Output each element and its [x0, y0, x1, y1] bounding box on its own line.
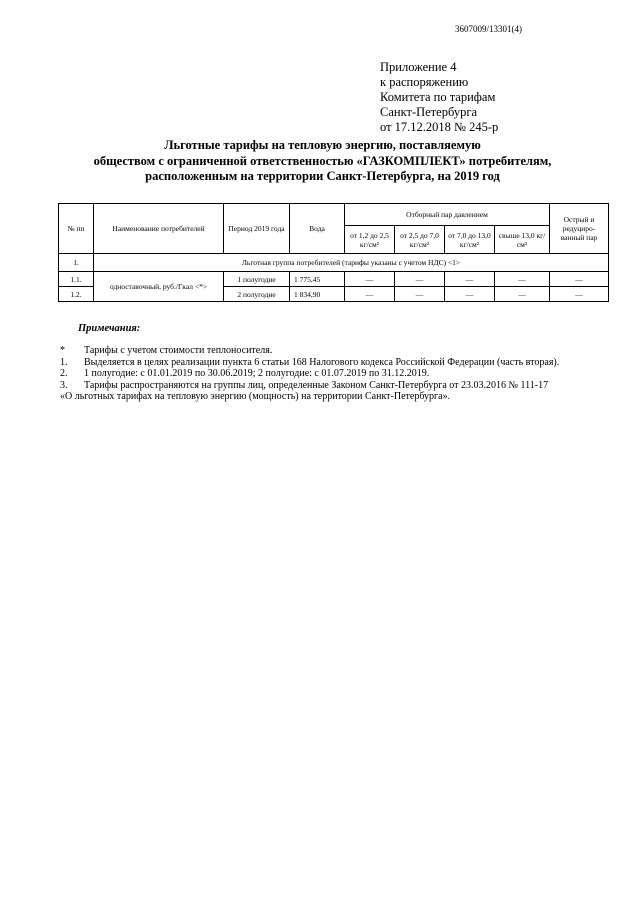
note-mark: 3.	[60, 379, 68, 391]
note-continuation: «О льготных тарифах на тепловую энергию (мощность) на территории Санкт-Петербурга».	[60, 391, 451, 402]
header-pressure-2: от 2,5 до 7,0 кг/см²	[395, 226, 445, 254]
row-num: 1.1.	[59, 272, 94, 287]
annex-header	[380, 60, 498, 135]
row-p3: —	[445, 287, 495, 302]
note-mark: *	[60, 345, 65, 356]
group-num: 1.	[59, 254, 94, 272]
note-item	[60, 345, 620, 357]
notes-title: Примечания:	[78, 323, 141, 334]
note-mark: 2.	[60, 368, 68, 379]
title-line: обществом с ограниченной ответственностью «ГАЗКОМПЛЕКТ» потребителям,	[93, 153, 552, 168]
header-period: Период 2019 года	[224, 204, 290, 254]
header-num: № пп	[59, 204, 94, 254]
annex-line: от 17.12.2018 № 245-р	[380, 120, 499, 134]
row-p4: —	[495, 287, 550, 302]
row-sharp: —	[550, 272, 609, 287]
header-sharp-steam: Острый и редуциро-ванный пар	[550, 204, 609, 254]
note-item	[60, 380, 620, 392]
header-pressure-3: от 7,0 до 13,0 кг/см²	[445, 226, 495, 254]
annex-line: Комитета по тарифам	[380, 90, 496, 104]
header-pressure-1: от 1,2 до 2,5 кг/см²	[345, 226, 395, 254]
row-p4: —	[495, 272, 550, 287]
table-row	[59, 272, 609, 287]
row-p2: —	[395, 287, 445, 302]
row-p2: —	[395, 272, 445, 287]
note-item	[60, 368, 620, 380]
title-line: Льготные тарифы на тепловую энергию, поставляемую	[164, 138, 481, 152]
header-consumer: Наименование потребителей	[94, 204, 224, 254]
note-text: Тарифы распространяются на группы лиц, определенные Законом Санкт-Петербурга от 23.03.2016 № 111-17	[84, 379, 549, 391]
row-water: 1 834,90	[290, 287, 345, 302]
tariff-table	[58, 203, 609, 302]
note-mark: 1.	[60, 356, 68, 368]
document-number: 3607009/13301(4)	[455, 24, 522, 34]
group-label: Льготная группа потребителей (тарифы указаны с учетом НДС) <1>	[94, 254, 609, 272]
row-sharp: —	[550, 287, 609, 302]
document-title	[60, 138, 585, 185]
title-line: расположенным на территории Санкт-Петербурга, на 2019 год	[145, 169, 500, 183]
row-num: 1.2.	[59, 287, 94, 302]
row-p1: —	[345, 272, 395, 287]
row-p1: —	[345, 287, 395, 302]
header-steam: Отборный пар давлением	[345, 204, 550, 226]
notes-list	[60, 345, 620, 403]
row-water: 1 775,45	[290, 272, 345, 287]
row-p3: —	[445, 272, 495, 287]
row-period: 1 полугодие	[224, 272, 290, 287]
annex-line: Приложение 4	[380, 60, 457, 74]
consumer-cell: одноставочный, руб./Гкал <*>	[94, 272, 224, 302]
annex-line: к распоряжению	[380, 75, 469, 89]
row-period: 2 полугодие	[224, 287, 290, 302]
note-text: Выделяется в целях реализации пункта 6 статьи 168 Налогового кодекса Российской Федерации (часть вторая).	[84, 356, 560, 368]
table-row	[59, 254, 609, 272]
header-pressure-4: свыше 13,0 кг/см²	[495, 226, 550, 254]
note-text: 1 полугодие: с 01.01.2019 по 30.06.2019; 2 полугодие: с 01.07.2019 по 31.12.2019.	[84, 368, 430, 379]
note-text: Тарифы с учетом стоимости теплоносителя.	[84, 345, 273, 356]
header-water: Вода	[290, 204, 345, 254]
annex-line: Санкт-Петербурга	[380, 105, 478, 119]
note-item	[60, 357, 620, 369]
